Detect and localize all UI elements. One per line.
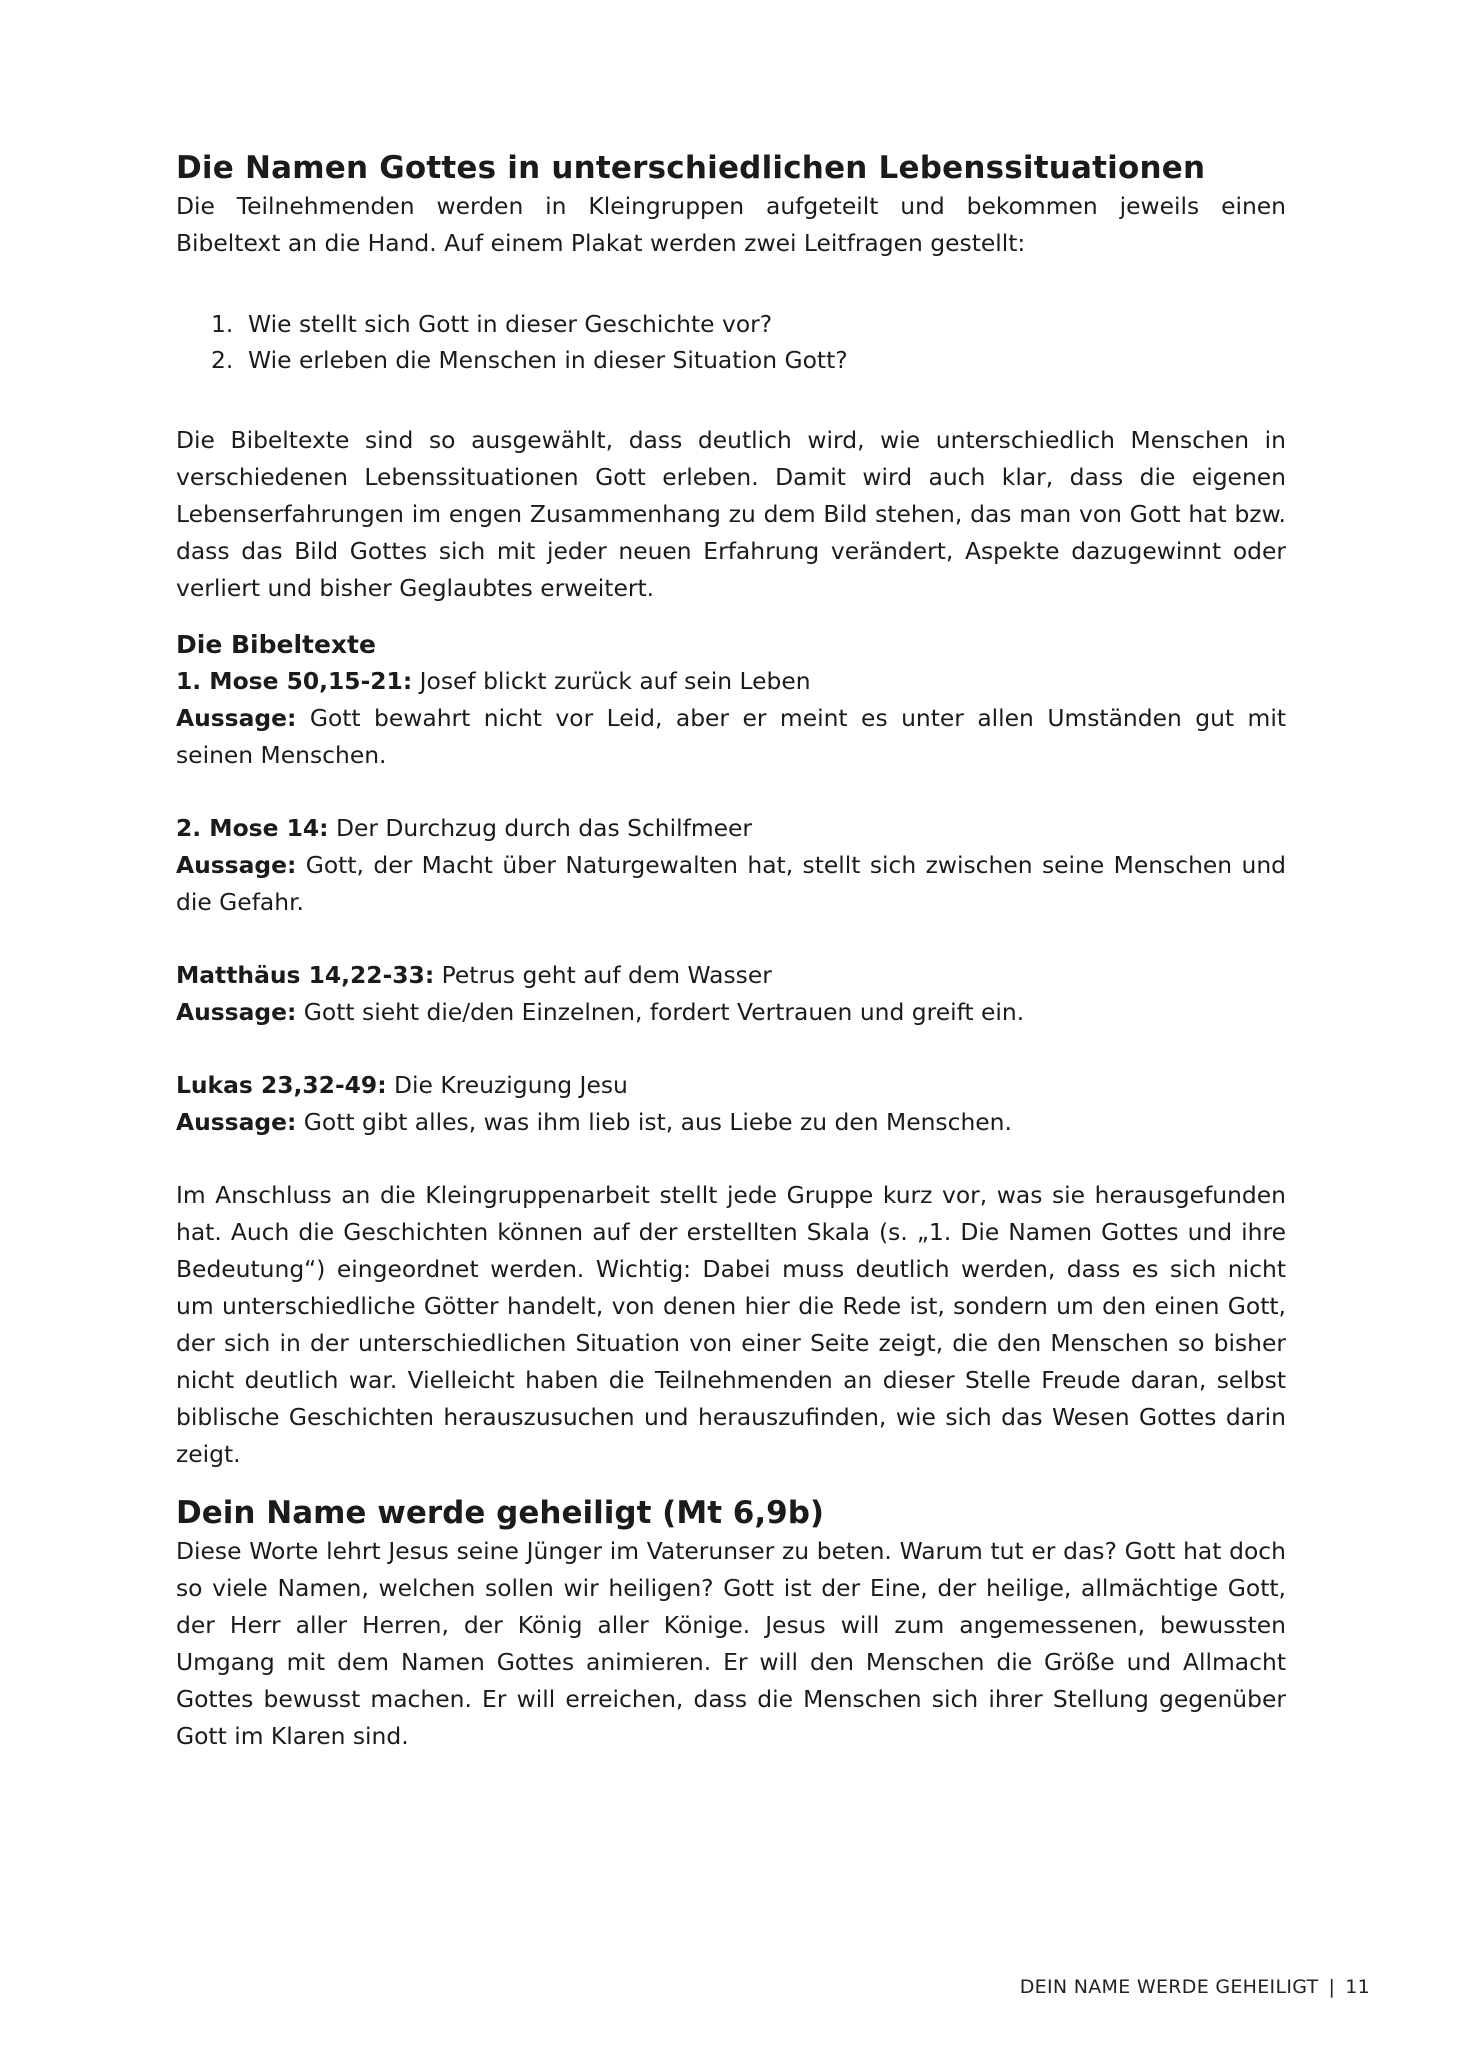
statement-label: Aussage:: [176, 998, 297, 1026]
bible-reference: Lukas 23,32-49:: [176, 1071, 387, 1099]
spacer: [176, 1031, 1286, 1067]
statement-text: Gott, der Macht über Naturgewalten hat, stellt sich zwischen seine Menschen und die Gefahr.: [176, 851, 1286, 916]
bible-reference: Matthäus 14,22-33:: [176, 961, 435, 989]
bible-entry: [176, 810, 1286, 921]
list-number: 1.: [211, 310, 234, 338]
spacer: [176, 1473, 1286, 1493]
spacer: [176, 1141, 1286, 1177]
subheading-bible-texts: Die Bibeltexte: [176, 630, 376, 659]
list-item: [176, 342, 1286, 378]
footer-separator: |: [1328, 1976, 1336, 1998]
intro-line-2: Bibeltext an die Hand. Auf einem Plakat werden zwei Leitfragen gestellt:: [176, 229, 1026, 257]
question-text: Wie erleben die Menschen in dieser Situation Gott?: [248, 346, 848, 374]
statement-label: Aussage:: [176, 1108, 297, 1136]
closing-paragraph: Im Anschluss an die Kleingruppenarbeit stellt jede Gruppe kurz vor, was sie herausgefunden hat. Auch die Geschichten können auf der erstellten Skala (s. „1. Die Namen Gottes und ihre Bedeutung“) eingeordnet werden. Wichtig: Dabei muss deutlich werden, dass es sich nicht um unterschiedliche Götter handelt, von denen hier die Rede ist, sondern um den einen Gott, der sich in der unterschiedlichen Situation von einer Seite zeigt, die den Menschen so bisher nicht deutlich war. Vielleicht haben die Teilnehmenden an dieser Stelle Freude daran, selbst biblische Geschichten herauszusuchen und herauszufinden, wie sich das Wesen Gottes darin zeigt.: [176, 1181, 1286, 1468]
page-footer: [1020, 1976, 1370, 1998]
bible-story-title: Petrus geht auf dem Wasser: [441, 961, 772, 989]
question-text: Wie stellt sich Gott in dieser Geschichte vor?: [248, 310, 773, 338]
guiding-questions-list: [176, 306, 1286, 378]
hallowed-paragraph: Diese Worte lehrt Jesus seine Jünger im Vaterunser zu beten. Warum tut er das? Gott hat doch so viele Namen, welchen sollen wir heiligen? Gott ist der Eine, der heilige, allmächtige Gott, der Herr aller Herren, der König aller Könige. Jesus will zum angemessenen, bewussten Umgang mit dem Namen Gottes animieren. Er will den Menschen die Größe und Allmacht Gottes bewusst machen. Er will erreichen, dass die Menschen sich ihrer Stellung gegenüber Gott im Klaren sind.: [176, 1537, 1286, 1750]
statement-label: Aussage:: [176, 851, 297, 879]
spacer: [176, 607, 1286, 627]
spacer: [176, 378, 1286, 422]
running-title: DEIN NAME WERDE GEHEILIGT: [1019, 1976, 1319, 1998]
list-number: 2.: [211, 346, 234, 374]
statement-text: Gott bewahrt nicht vor Leid, aber er meint es unter allen Umständen gut mit seinen Menschen.: [176, 704, 1286, 769]
section-heading-names-of-god: Die Namen Gottes in unterschiedlichen Lebenssituationen: [176, 150, 1206, 186]
bible-entry: [176, 663, 1286, 774]
statement-text: Gott gibt alles, was ihm lieb ist, aus Liebe zu den Menschen.: [303, 1108, 1012, 1136]
intro-paragraph: Die Bibeltexte sind so ausgewählt, dass deutlich wird, wie unterschiedlich Menschen in verschiedenen Lebenssituationen Gott erleben. Damit wird auch klar, dass die eigenen Lebenserfahrungen im engen Zusammenhang zu dem Bild stehen, das man von Gott hat bzw. dass das Bild Gottes sich mit jeder neuen Erfahrung verändert, Aspekte dazugewinnt oder verliert und bisher Geglaubtes erweitert.: [176, 426, 1286, 602]
bible-story-title: Die Kreuzigung Jesu: [394, 1071, 628, 1099]
bible-story-title: Josef blickt zurück auf sein Leben: [419, 667, 811, 695]
statement-text: Gott sieht die/den Einzelnen, fordert Vertrauen und greift ein.: [303, 998, 1025, 1026]
page-number: 11: [1345, 1976, 1370, 1998]
list-item: [176, 306, 1286, 342]
spacer: [176, 262, 1286, 306]
bible-reference: 1. Mose 50,15-21:: [176, 667, 413, 695]
bible-entry: [176, 1067, 1286, 1141]
intro-line-1: Die Teilnehmenden werden in Kleingruppen aufgeteilt und bekommen jeweils einen: [176, 192, 1286, 220]
spacer: [176, 921, 1286, 957]
bible-reference: 2. Mose 14:: [176, 814, 329, 842]
page-content: [176, 148, 1286, 1755]
section-heading-hallowed-be-thy-name: Dein Name werde geheiligt (Mt 6,9b): [176, 1495, 825, 1531]
bible-story-title: Der Durchzug durch das Schilfmeer: [335, 814, 753, 842]
statement-label: Aussage:: [176, 704, 297, 732]
bible-entry: [176, 957, 1286, 1031]
spacer: [176, 774, 1286, 810]
